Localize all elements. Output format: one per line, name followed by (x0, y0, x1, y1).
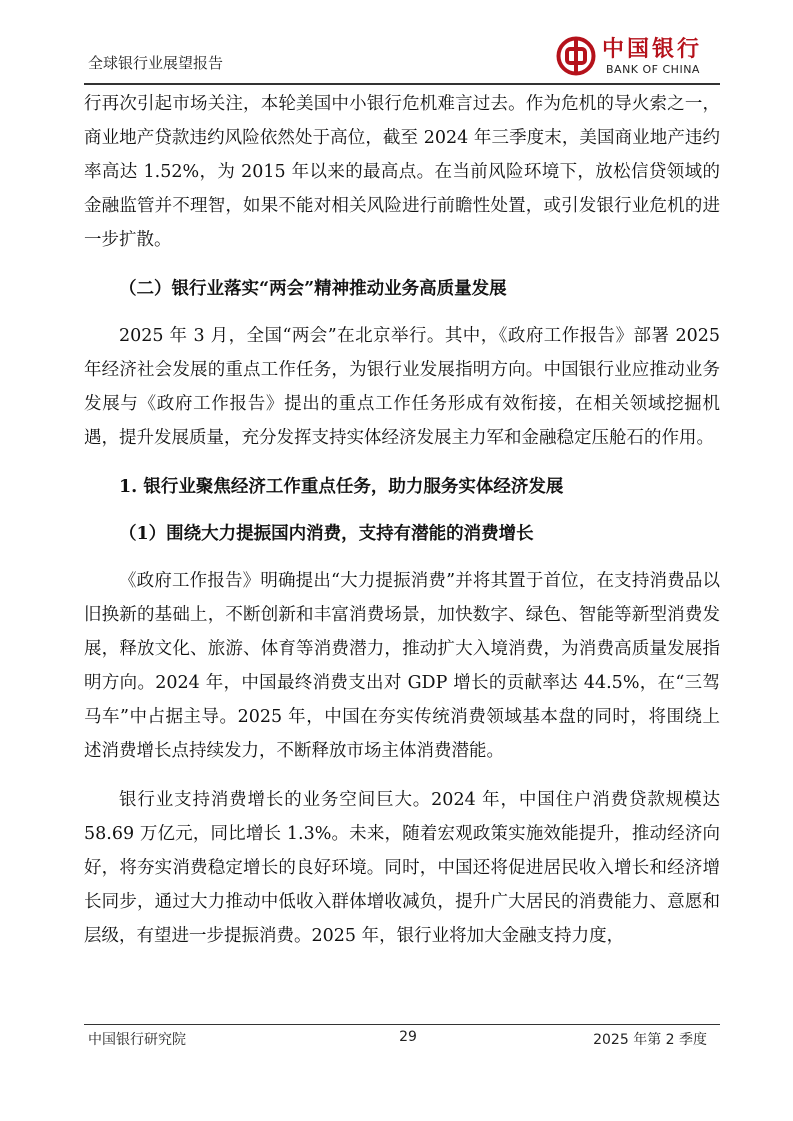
logo-english-name: BANK OF CHINA (606, 63, 700, 76)
subsection-heading-1-1: （1）围绕大力提振国内消费，支持有潜能的消费增长 (119, 524, 534, 544)
logo-chinese-name: 中国银行 (602, 36, 703, 62)
page-body (84, 87, 720, 953)
page-number: 29 (399, 1029, 417, 1045)
section-heading-2: （二）银行业落实“两会”精神推动业务高质量发展 (119, 279, 507, 299)
paragraph-intro: 行再次引起市场关注，本轮美国中小银行危机难言过去。作为危机的导火索之一，商业地产贷款违约风险依然处于高位，截至 2024 年三季度末，美国商业地产违约率高达 1.52%，为 2015 年以来的最高点。在当前风险环境下，放松信贷领域的金融监管并不理智，如果不能对相关风险进行前瞻性处置，或引发银行业危机的进一步扩散。 (84, 94, 720, 250)
footer-org: 中国银行研究院 (88, 1032, 186, 1048)
bank-of-china-emblem-icon (556, 36, 596, 76)
footer-divider (84, 1024, 720, 1025)
bank-logo (556, 32, 716, 80)
paragraph-banking-consumption: 银行业支持消费增长的业务空间巨大。2024 年，中国住户消费贷款规模达 58.69 万亿元，同比增长 1.3%。未来，随着宏观政策实施效能提升，推动经济向好，将夯实消费稳定增长的良好环境。同时，中国还将促进居民收入增长和经济增长同步，通过大力推动中低收入群体增收减负，提升广大居民的消费能力、意愿和层级，有望进一步提振消费。2025 年，银行业将加大金融支持力度， (84, 790, 720, 946)
subsection-heading-1: 1. 银行业聚焦经济工作重点任务，助力服务实体经济发展 (119, 477, 564, 497)
footer-issue: 2025 年第 2 季度 (593, 1032, 707, 1048)
paragraph-lianghui: 2025 年 3 月，全国“两会”在北京举行。其中，《政府工作报告》部署 2025 年经济社会发展的重点工作任务，为银行业发展指明方向。中国银行业应推动业务发展与《政府工作报告》提出的重点工作任务形成有效衔接，在相关领域挖掘机遇，提升发展质量，充分发挥支持实体经济发展主力军和金融稳定压舱石的作用。 (84, 326, 720, 448)
report-title: 全球银行业展望报告 (88, 54, 224, 72)
header-divider (84, 83, 720, 85)
paragraph-consumption: 《政府工作报告》明确提出“大力提振消费”并将其置于首位，在支持消费品以旧换新的基础上，不断创新和丰富消费场景，加快数字、绿色、智能等新型消费发展，释放文化、旅游、体育等消费潜力，推动扩大入境消费，为消费高质量发展指明方向。2024 年，中国最终消费支出对 GDP 增长的贡献率达 44.5%，在“三驾马车”中占据主导。2025 年，中国在夯实传统消费领域基本盘的同时，将围绕上述消费增长点持续发力，不断释放市场主体消费潜能。 (84, 571, 720, 761)
